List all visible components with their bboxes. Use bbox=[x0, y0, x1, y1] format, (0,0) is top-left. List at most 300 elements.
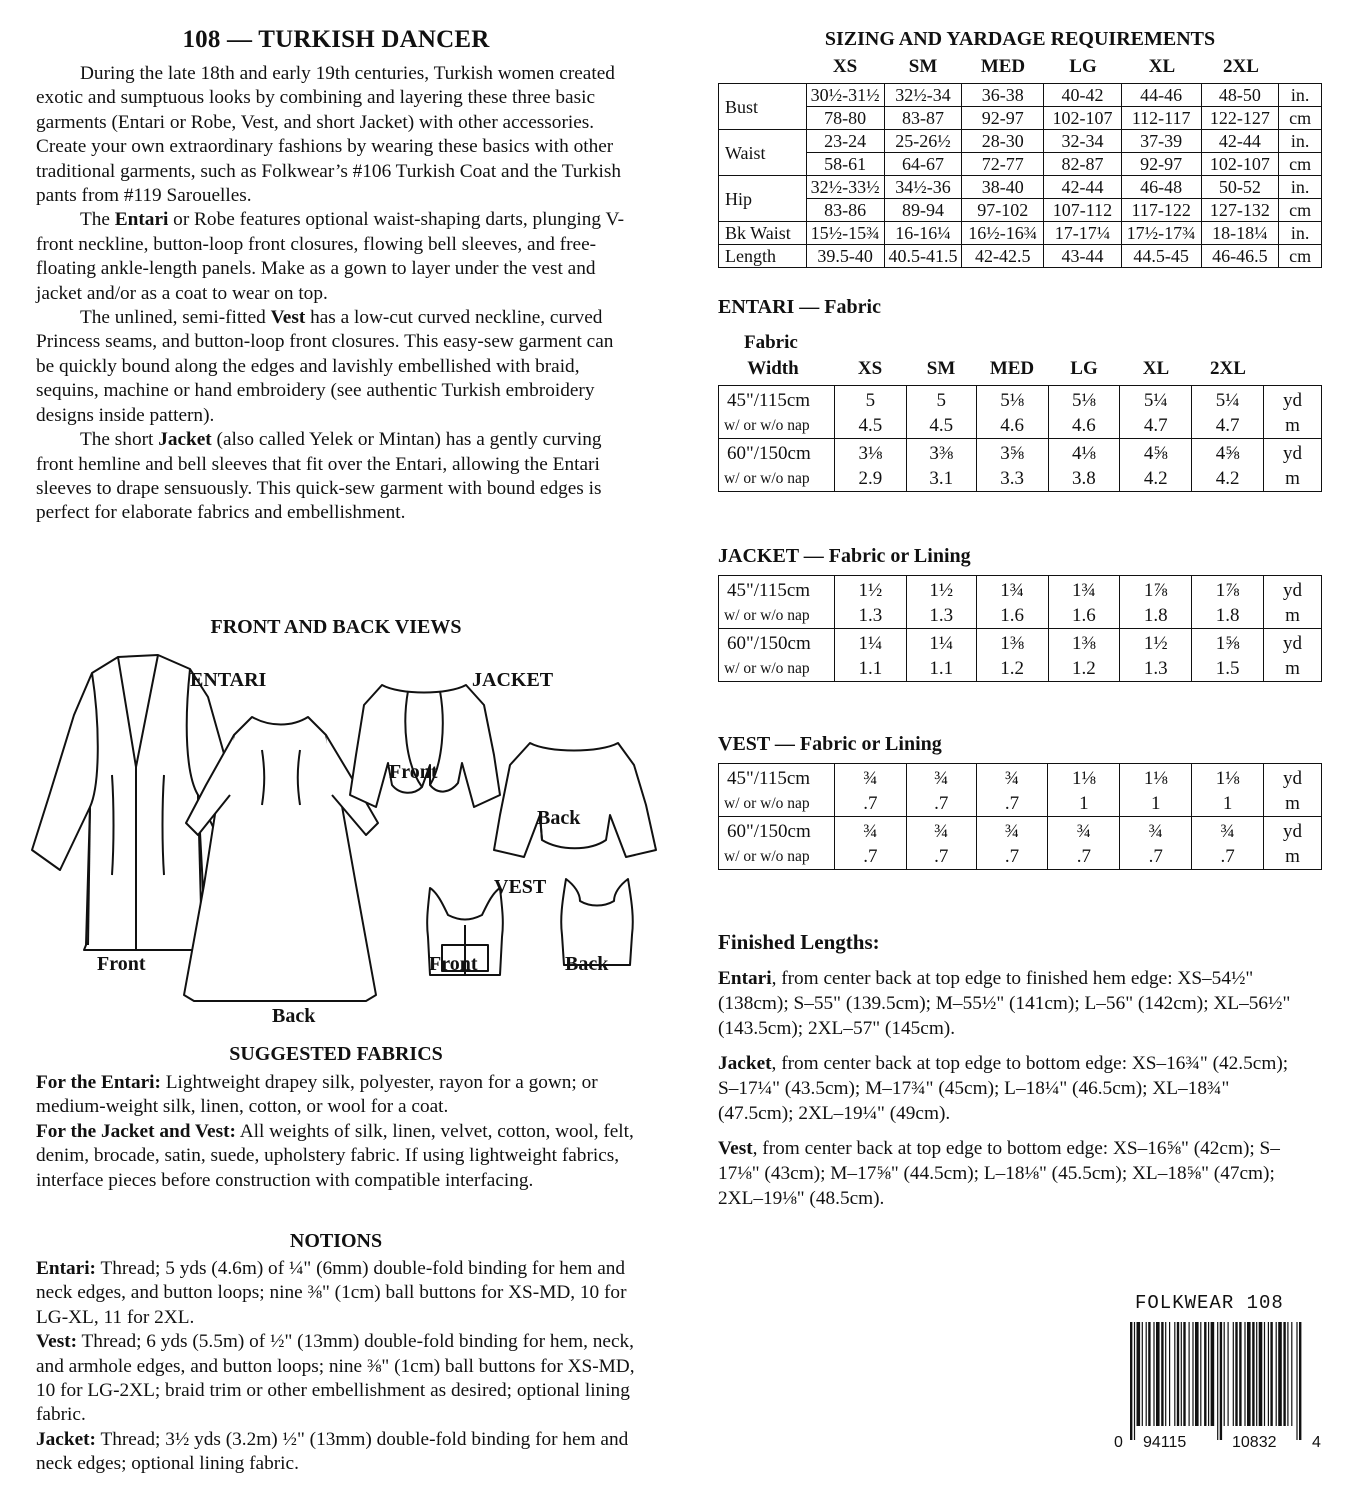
size-xs: XS bbox=[857, 358, 883, 379]
barcode-bar bbox=[1208, 1322, 1209, 1426]
text: Lightweight drapey silk, polyester, rayon for a gown; or medium-weight silk, linen, cotton, or wool for a coat. bbox=[36, 1072, 598, 1118]
barcode-bar bbox=[1148, 1322, 1150, 1426]
table-cell: 16½-16¾ bbox=[962, 222, 1044, 245]
table-cell: 3⅜ bbox=[906, 439, 976, 468]
fabrics-text bbox=[36, 1071, 636, 1193]
table-cell: 5⅛ bbox=[1048, 386, 1120, 415]
table-cell: 17½-17¾ bbox=[1121, 222, 1201, 245]
table-row bbox=[719, 386, 1322, 415]
table-cell: 2.9 bbox=[834, 467, 906, 492]
table-cell: ¾ bbox=[906, 764, 976, 793]
table-cell: 1⅜ bbox=[976, 629, 1048, 658]
intro-paragraph-3 bbox=[36, 306, 636, 428]
table-cell: 1½ bbox=[1120, 629, 1192, 658]
table-row bbox=[719, 845, 1322, 870]
table-cell: 18-18¼ bbox=[1201, 222, 1279, 245]
barcode-bar bbox=[1239, 1322, 1241, 1426]
barcode-bar bbox=[1291, 1322, 1292, 1426]
barcode-bar bbox=[1278, 1322, 1282, 1426]
table-row bbox=[719, 792, 1322, 817]
table-cell: 3.1 bbox=[906, 467, 976, 492]
label-jacket-front: Front bbox=[389, 761, 438, 783]
table-cell: 42-44 bbox=[1044, 176, 1122, 199]
table-cell: 1¾ bbox=[1048, 576, 1120, 605]
table-cell: 39.5-40 bbox=[806, 245, 884, 268]
table-cell: 3.8 bbox=[1048, 467, 1120, 492]
table-cell: 1¾ bbox=[976, 576, 1048, 605]
barcode-bar bbox=[1220, 1322, 1222, 1440]
label-entari: ENTARI bbox=[190, 669, 267, 691]
table-cell: yd bbox=[1264, 764, 1322, 793]
table-cell: 17-17¼ bbox=[1044, 222, 1122, 245]
barcode-digit-2: 94115 bbox=[1143, 1434, 1187, 1451]
table-cell: 40.5-41.5 bbox=[884, 245, 962, 268]
barcode-bar bbox=[1183, 1322, 1185, 1426]
table-cell: .7 bbox=[1120, 845, 1192, 870]
barcode-bar bbox=[1287, 1322, 1288, 1426]
table-row bbox=[719, 817, 1322, 846]
table-cell: in. bbox=[1279, 222, 1322, 245]
table-cell: cm bbox=[1279, 245, 1322, 268]
table-cell: 92-97 bbox=[1121, 153, 1201, 176]
table-cell: 5⅛ bbox=[976, 386, 1048, 415]
table-row bbox=[719, 414, 1322, 439]
table-cell: ¾ bbox=[1120, 817, 1192, 846]
text: (also called Yelek or Mintan) has a gently curving front hemline and bell sleeves that fit over the Entari, allowing the Entari sleeves to drape sensuously. This quick-sew garment with bound edges is perfect for elaborate fabrics and embellishment. bbox=[36, 429, 602, 524]
barcode-bar bbox=[1235, 1322, 1237, 1426]
table-cell: Hip bbox=[719, 176, 807, 222]
table-cell: 1.6 bbox=[976, 604, 1048, 629]
finished-entari bbox=[718, 966, 1308, 1041]
table-cell: 48-50 bbox=[1201, 84, 1279, 107]
barcode-bar bbox=[1181, 1322, 1182, 1426]
barcode-digit-4: 4 bbox=[1312, 1434, 1321, 1451]
entari-yardage-table bbox=[718, 385, 1322, 492]
table-row bbox=[719, 153, 1322, 176]
table-cell: .7 bbox=[1192, 845, 1264, 870]
table-cell: 37-39 bbox=[1121, 130, 1201, 153]
notions-jacket bbox=[36, 1428, 636, 1477]
size-sm: SM bbox=[926, 358, 956, 379]
table-cell: 5 bbox=[834, 386, 906, 415]
size-2xl: 2XL bbox=[1210, 358, 1246, 379]
table-cell: cm bbox=[1279, 153, 1322, 176]
table-cell: w/ or w/o nap bbox=[719, 467, 835, 492]
table-cell: m bbox=[1264, 845, 1322, 870]
barcode-bar bbox=[1177, 1322, 1179, 1426]
table-row bbox=[719, 576, 1322, 605]
text: The short bbox=[80, 429, 159, 451]
table-row bbox=[719, 657, 1322, 682]
table-cell: 23-24 bbox=[806, 130, 884, 153]
table-cell: cm bbox=[1279, 199, 1322, 222]
table-cell: 32½-33½ bbox=[806, 176, 884, 199]
table-cell: 102-107 bbox=[1201, 153, 1279, 176]
barcode-bar bbox=[1156, 1322, 1160, 1426]
table-cell: Waist bbox=[719, 130, 807, 176]
barcode-bar bbox=[1211, 1322, 1215, 1426]
table-row bbox=[719, 84, 1322, 107]
barcode-bar bbox=[1200, 1322, 1201, 1426]
table-cell: in. bbox=[1279, 84, 1322, 107]
size-2xl: 2XL bbox=[1223, 56, 1259, 77]
table-cell: 1.8 bbox=[1192, 604, 1264, 629]
barcode-bar bbox=[1270, 1322, 1272, 1426]
entari-yardage-body bbox=[719, 386, 1322, 492]
table-cell: 1.3 bbox=[834, 604, 906, 629]
table-cell: 1.5 bbox=[1192, 657, 1264, 682]
barcode-bar bbox=[1134, 1322, 1135, 1440]
table-cell: 4.5 bbox=[834, 414, 906, 439]
table-cell: 3⅛ bbox=[834, 439, 906, 468]
table-cell: 44.5-45 bbox=[1121, 245, 1201, 268]
width-label: Width bbox=[747, 358, 799, 379]
table-row bbox=[719, 439, 1322, 468]
table-cell: m bbox=[1264, 467, 1322, 492]
table-cell: 42-44 bbox=[1201, 130, 1279, 153]
barcode-bar bbox=[1189, 1322, 1190, 1426]
barcode-bar bbox=[1130, 1322, 1132, 1440]
jacket-yardage-heading: JACKET — Fabric or Lining bbox=[718, 545, 971, 567]
label-jacket: JACKET bbox=[472, 669, 554, 691]
label: For the Entari: bbox=[36, 1072, 161, 1093]
table-cell: Bk Waist bbox=[719, 222, 807, 245]
table-cell: 89-94 bbox=[884, 199, 962, 222]
vest-yardage-table bbox=[718, 763, 1322, 870]
text: The bbox=[80, 209, 115, 231]
barcode-bar bbox=[1204, 1322, 1206, 1426]
text: Thread; 6 yds (5.5m) of ½" (13mm) double-fold binding for hem, neck, and armhole edges, and button loops; nine ⅜" (1cm) ball buttons for XS-MD, 10 for LG-2XL; braid trim or other embellishment as desired; optional lining fabric. bbox=[36, 1331, 635, 1426]
table-cell: 1.2 bbox=[976, 657, 1048, 682]
jacket-yardage-body bbox=[719, 576, 1322, 682]
text: , from center back at top edge to bottom edge: XS–16¾" (42.5cm); S–17¼" (43.5cm); M–17¾" (45cm); L–18¼" (46.5cm); XL–18¾" (47.5cm); 2XL–19¼" (49cm). bbox=[718, 1053, 1289, 1124]
table-cell: 45"/115cm bbox=[719, 386, 835, 415]
table-cell: 3⅝ bbox=[976, 439, 1048, 468]
text: Thread; 5 yds (4.6m) of ¼" (6mm) double-fold binding for hem and neck edges, and button loops; nine ⅜" (1cm) ball buttons for XS-MD, 10 for LG-XL, 11 for 2XL. bbox=[36, 1258, 627, 1328]
table-cell: ¾ bbox=[834, 764, 906, 793]
table-cell: 1½ bbox=[834, 576, 906, 605]
label-entari-front: Front bbox=[97, 953, 146, 975]
table-cell: ¾ bbox=[976, 817, 1048, 846]
table-cell: 32½-34 bbox=[884, 84, 962, 107]
table-cell: 46-48 bbox=[1121, 176, 1201, 199]
label: Entari bbox=[718, 968, 772, 989]
table-row bbox=[719, 130, 1322, 153]
barcode-bar bbox=[1174, 1322, 1175, 1426]
barcode-caption: FOLKWEAR 108 bbox=[1135, 1292, 1284, 1314]
table-cell: 4⅝ bbox=[1120, 439, 1192, 468]
table-cell: 4⅝ bbox=[1192, 439, 1264, 468]
intro-paragraph-2 bbox=[36, 208, 636, 306]
jacket-yardage-table bbox=[718, 575, 1322, 682]
table-cell: 1.3 bbox=[906, 604, 976, 629]
label: Entari: bbox=[36, 1258, 96, 1279]
label-jacket-back: Back bbox=[537, 807, 581, 829]
label: Vest: bbox=[36, 1331, 78, 1353]
table-cell: w/ or w/o nap bbox=[719, 845, 835, 870]
table-cell: 16-16¼ bbox=[884, 222, 962, 245]
views-heading: FRONT AND BACK VIEWS bbox=[210, 616, 462, 638]
barcode-bar bbox=[1161, 1322, 1163, 1426]
table-cell: 1⅛ bbox=[1048, 764, 1120, 793]
barcode-bar bbox=[1228, 1322, 1229, 1426]
table-cell: .7 bbox=[834, 792, 906, 817]
table-cell: 44-46 bbox=[1121, 84, 1201, 107]
notions-heading: NOTIONS bbox=[289, 1230, 383, 1252]
table-cell: 64-67 bbox=[884, 153, 962, 176]
table-cell: ¾ bbox=[906, 817, 976, 846]
table-cell: 1 bbox=[1192, 792, 1264, 817]
barcode-digit-3: 10832 bbox=[1232, 1434, 1277, 1451]
table-cell: 1⅛ bbox=[1192, 764, 1264, 793]
barcode-bar bbox=[1296, 1322, 1297, 1440]
table-cell: w/ or w/o nap bbox=[719, 604, 835, 629]
barcode-bar bbox=[1142, 1322, 1143, 1426]
size-sm: SM bbox=[908, 56, 938, 77]
table-cell: 72-77 bbox=[962, 153, 1044, 176]
table-cell: w/ or w/o nap bbox=[719, 414, 835, 439]
table-cell: 5 bbox=[906, 386, 976, 415]
vest-yardage-body bbox=[719, 764, 1322, 870]
barcode-bar bbox=[1247, 1322, 1251, 1426]
table-cell: yd bbox=[1264, 439, 1322, 468]
text: The unlined, semi-fitted bbox=[80, 307, 271, 329]
barcode-bar bbox=[1224, 1322, 1225, 1426]
table-cell: 97-102 bbox=[962, 199, 1044, 222]
table-cell: .7 bbox=[976, 845, 1048, 870]
table-cell: m bbox=[1264, 792, 1322, 817]
vest-yardage-heading: VEST — Fabric or Lining bbox=[718, 733, 942, 755]
table-row bbox=[719, 245, 1322, 268]
table-cell: 30½-31½ bbox=[806, 84, 884, 107]
bold-jacket: Jacket bbox=[158, 429, 212, 451]
table-row bbox=[719, 107, 1322, 130]
table-cell: 1¼ bbox=[906, 629, 976, 658]
table-row bbox=[719, 176, 1322, 199]
table-cell: 4⅛ bbox=[1048, 439, 1120, 468]
size-xs: XS bbox=[832, 56, 858, 77]
barcode-bar bbox=[1137, 1322, 1141, 1426]
text: All weights of silk, linen, velvet, cotton, wool, felt, denim, brocade, satin, suede, upholstery fabric. If using lightweight fabrics, interface pieces before construction with compatible interfacing. bbox=[36, 1120, 634, 1191]
label: Jacket bbox=[718, 1053, 772, 1074]
size-lg: LG bbox=[1070, 358, 1098, 379]
table-cell: yd bbox=[1264, 576, 1322, 605]
table-cell: ¾ bbox=[1048, 817, 1120, 846]
table-cell: 1 bbox=[1120, 792, 1192, 817]
table-cell: 4.6 bbox=[976, 414, 1048, 439]
table-cell: 122-127 bbox=[1201, 107, 1279, 130]
label: Jacket: bbox=[36, 1428, 96, 1450]
barcode-bar bbox=[1169, 1322, 1170, 1426]
table-cell: 46-46.5 bbox=[1201, 245, 1279, 268]
table-cell: 1⅞ bbox=[1120, 576, 1192, 605]
barcode-bar bbox=[1192, 1322, 1193, 1426]
text: Thread; 3½ yds (3.2m) ½" (13mm) double-fold binding for hem and neck edges; optional lining fabric. bbox=[36, 1428, 629, 1475]
table-cell: 5¼ bbox=[1192, 386, 1264, 415]
size-xl: XL bbox=[1142, 358, 1170, 379]
barcode-bar bbox=[1146, 1322, 1147, 1426]
table-cell: in. bbox=[1279, 130, 1322, 153]
barcode-bar bbox=[1276, 1322, 1277, 1426]
table-cell: 34½-36 bbox=[884, 176, 962, 199]
label: For the Jacket and Vest: bbox=[36, 1120, 236, 1142]
barcode-bar bbox=[1217, 1322, 1218, 1440]
table-cell: yd bbox=[1264, 386, 1322, 415]
table-row bbox=[719, 222, 1322, 245]
notions-text bbox=[36, 1257, 636, 1477]
barcode-bar bbox=[1233, 1322, 1234, 1426]
table-cell: 1.3 bbox=[1120, 657, 1192, 682]
barcode-bar bbox=[1252, 1322, 1254, 1426]
table-cell: .7 bbox=[834, 845, 906, 870]
table-cell: 1.2 bbox=[1048, 657, 1120, 682]
sizing-heading: SIZING AND YARDAGE REQUIREMENTS bbox=[824, 28, 1216, 50]
barcode-bar bbox=[1299, 1322, 1301, 1440]
barcode-bar bbox=[1195, 1322, 1199, 1426]
page-title: 108 — TURKISH DANCER bbox=[182, 26, 490, 53]
table-row bbox=[719, 199, 1322, 222]
size-med: MED bbox=[980, 56, 1026, 77]
table-cell: 127-132 bbox=[1201, 199, 1279, 222]
table-cell: Length bbox=[719, 245, 807, 268]
barcode-bar bbox=[1268, 1322, 1269, 1426]
sizing-table-body bbox=[719, 84, 1322, 268]
table-cell: w/ or w/o nap bbox=[719, 792, 835, 817]
barcode-bar bbox=[1165, 1322, 1166, 1426]
table-cell: w/ or w/o nap bbox=[719, 657, 835, 682]
table-cell: 112-117 bbox=[1121, 107, 1201, 130]
bold-vest: Vest bbox=[270, 307, 306, 329]
table-cell: 83-86 bbox=[806, 199, 884, 222]
size-lg: LG bbox=[1069, 56, 1097, 77]
table-cell: 117-122 bbox=[1121, 199, 1201, 222]
table-cell: 4.2 bbox=[1192, 467, 1264, 492]
table-cell: 25-26½ bbox=[884, 130, 962, 153]
jacket-front-illustration bbox=[350, 685, 500, 807]
table-cell: 45"/115cm bbox=[719, 576, 835, 605]
table-cell: yd bbox=[1264, 817, 1322, 846]
table-cell: 83-87 bbox=[884, 107, 962, 130]
table-cell: 58-61 bbox=[806, 153, 884, 176]
barcode-bar bbox=[1153, 1322, 1154, 1426]
table-cell: 92-97 bbox=[962, 107, 1044, 130]
sizing-table bbox=[718, 83, 1322, 268]
size-med: MED bbox=[989, 358, 1035, 379]
table-cell: in. bbox=[1279, 176, 1322, 199]
barcode-bar bbox=[1283, 1322, 1285, 1426]
table-cell: m bbox=[1264, 414, 1322, 439]
table-cell: 1.1 bbox=[906, 657, 976, 682]
table-cell: ¾ bbox=[976, 764, 1048, 793]
barcode-bar bbox=[1256, 1322, 1257, 1426]
barcode-digit-1: 0 bbox=[1114, 1434, 1123, 1451]
finished-lengths-text bbox=[718, 966, 1308, 1211]
table-cell: yd bbox=[1264, 629, 1322, 658]
table-cell: 60"/150cm bbox=[719, 817, 835, 846]
table-cell: 36-38 bbox=[962, 84, 1044, 107]
table-cell: .7 bbox=[976, 792, 1048, 817]
table-cell: 1¼ bbox=[834, 629, 906, 658]
table-cell: 28-30 bbox=[962, 130, 1044, 153]
table-cell: ¾ bbox=[834, 817, 906, 846]
table-cell: 4.7 bbox=[1120, 414, 1192, 439]
text: or Robe features optional waist-shaping darts, plunging V-front neckline, button-loop front closures, flowing bell sleeves, and free-floating ankle-length panels. Make as a gown to layer under the vest and jacket and/or as a coat to wear on top. bbox=[36, 209, 625, 304]
table-cell: 1½ bbox=[906, 576, 976, 605]
table-cell: 4.6 bbox=[1048, 414, 1120, 439]
fabrics-heading: SUGGESTED FABRICS bbox=[229, 1043, 443, 1065]
table-cell: 50-52 bbox=[1201, 176, 1279, 199]
table-cell: cm bbox=[1279, 107, 1322, 130]
label-vest-front: Front bbox=[429, 953, 478, 975]
table-cell: 15½-15¾ bbox=[806, 222, 884, 245]
table-row bbox=[719, 629, 1322, 658]
table-cell: 4.7 bbox=[1192, 414, 1264, 439]
table-cell: 3.3 bbox=[976, 467, 1048, 492]
label: Vest bbox=[718, 1138, 753, 1159]
table-cell: Bust bbox=[719, 84, 807, 130]
table-cell: 1 bbox=[1048, 792, 1120, 817]
table-cell: 1⅛ bbox=[1120, 764, 1192, 793]
text: , from center back at top edge to bottom edge: XS–16⅝" (42cm); S–17⅛" (43cm); M–17⅝" (44.5cm); L–18⅛" (45.5cm); XL–18⅝" (47cm); 2XL–19⅛" (48.5cm). bbox=[718, 1138, 1280, 1209]
notions-vest bbox=[36, 1330, 636, 1428]
table-cell: 102-107 bbox=[1044, 107, 1122, 130]
table-cell: 45"/115cm bbox=[719, 764, 835, 793]
table-cell: 60"/150cm bbox=[719, 439, 835, 468]
text: has a low-cut curved neckline, curved Princess seams, and button-loop front closures. This easy-sew garment can be quickly bound along the edges and lavishly embellished with braid, sequins, machine or hand embroidery (see authentic Turkish embroidery designs inside pattern). bbox=[36, 307, 614, 426]
table-cell: 42-42.5 bbox=[962, 245, 1044, 268]
jacket-back-illustration bbox=[494, 743, 656, 857]
table-cell: 1⅜ bbox=[1048, 629, 1120, 658]
garment-illustrations bbox=[30, 645, 670, 1035]
table-cell: m bbox=[1264, 657, 1322, 682]
table-cell: 82-87 bbox=[1044, 153, 1122, 176]
table-cell: 38-40 bbox=[962, 176, 1044, 199]
table-cell: .7 bbox=[906, 792, 976, 817]
fabric-label: Fabric bbox=[744, 332, 798, 353]
barcode-bar bbox=[1259, 1322, 1263, 1426]
finished-lengths-heading: Finished Lengths: bbox=[718, 930, 880, 954]
table-cell: 1⅞ bbox=[1192, 576, 1264, 605]
finished-vest bbox=[718, 1136, 1308, 1211]
label-vest: VEST bbox=[494, 876, 547, 898]
barcode-bar bbox=[1264, 1322, 1265, 1426]
table-cell: m bbox=[1264, 604, 1322, 629]
fabrics-jacket-vest bbox=[36, 1120, 636, 1193]
label-entari-back: Back bbox=[272, 1005, 316, 1027]
table-cell: 1.6 bbox=[1048, 604, 1120, 629]
fabrics-entari bbox=[36, 1071, 636, 1120]
table-cell: 32-34 bbox=[1044, 130, 1122, 153]
table-cell: 1.8 bbox=[1120, 604, 1192, 629]
intro-paragraph-4 bbox=[36, 428, 636, 526]
barcode-graphic bbox=[1126, 1322, 1308, 1440]
table-cell: 4.2 bbox=[1120, 467, 1192, 492]
entari-yardage-heading: ENTARI — Fabric bbox=[718, 296, 881, 318]
notions-entari bbox=[36, 1257, 636, 1330]
table-cell: 4.5 bbox=[906, 414, 976, 439]
table-cell: 40-42 bbox=[1044, 84, 1122, 107]
table-cell: 60"/150cm bbox=[719, 629, 835, 658]
table-cell: 1.1 bbox=[834, 657, 906, 682]
table-cell: .7 bbox=[1048, 845, 1120, 870]
intro-paragraph-1: During the late 18th and early 19th centuries, Turkish women created exotic and sumptuous looks by combining and layering these three basic garments (Entari or Robe, Vest, and short Jacket) with other accessories. Create your own extraordinary fashions by wearing these basics with other traditional garments, such as Folkwear’s #106 Turkish Coat and the Turkish pants from #119 Sarouelles. bbox=[36, 63, 622, 207]
bold-entari: Entari bbox=[114, 209, 169, 231]
table-cell: 78-80 bbox=[806, 107, 884, 130]
finished-jacket bbox=[718, 1051, 1308, 1126]
table-cell: 43-44 bbox=[1044, 245, 1122, 268]
table-cell: 1⅝ bbox=[1192, 629, 1264, 658]
table-cell: 107-112 bbox=[1044, 199, 1122, 222]
